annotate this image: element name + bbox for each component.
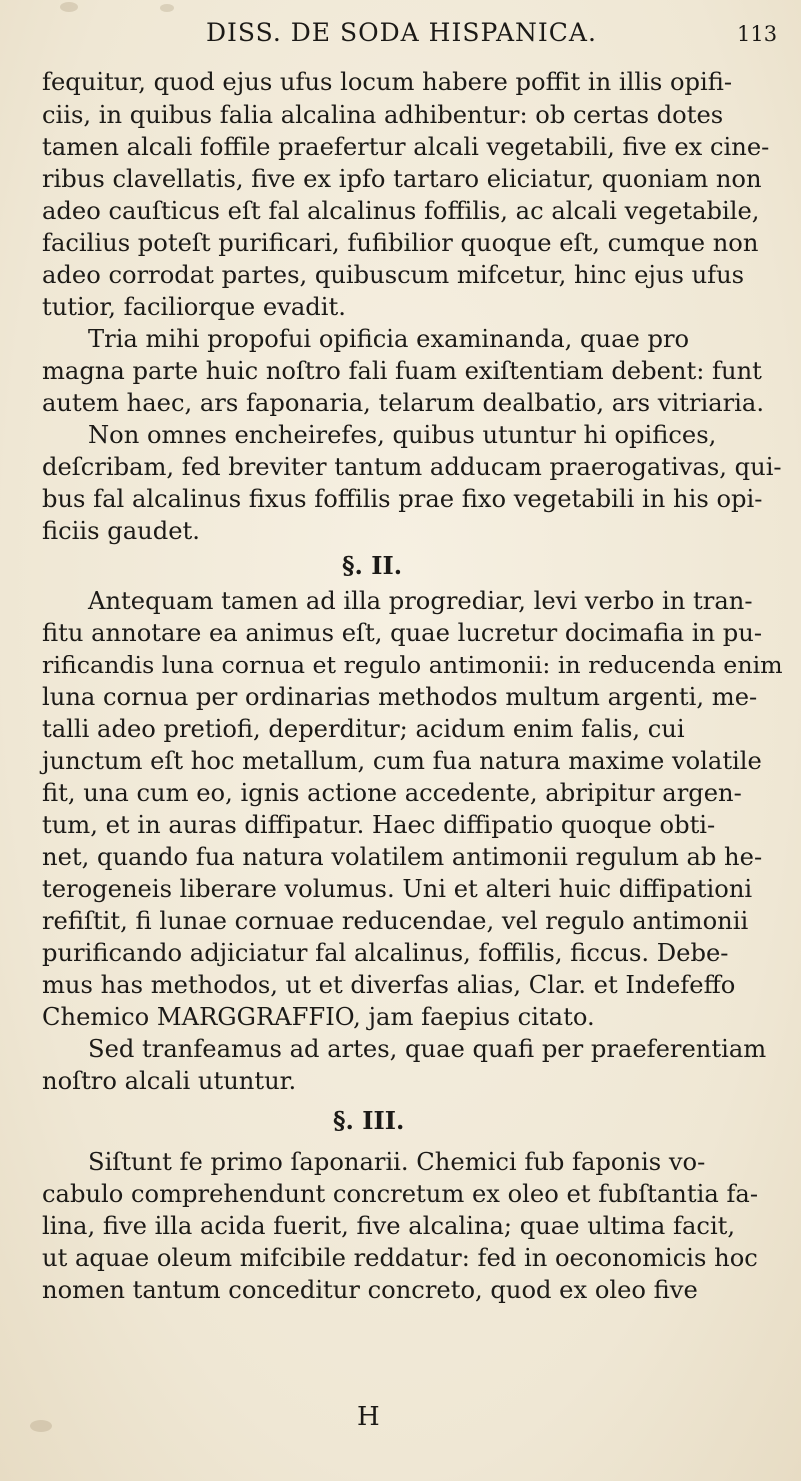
text-line: refiſtit, fi lunae cornuae reducendae, vel regulo antimonii	[42, 907, 749, 935]
text-line: ciis, in quibus falia alcalina adhibentur: ob certas dotes	[42, 101, 724, 129]
text-line: bus fal alcalinus fixus foffilis prae fixo vegetabili in his opi-	[42, 485, 763, 513]
text-line: Sed tranfeamus ad artes, quae quafi per praeferentiam	[88, 1035, 767, 1063]
text-line: fit, una cum eo, ignis actione accedente, abripitur argen-	[42, 779, 742, 807]
text-line: tamen alcali foffile praefertur alcali vegetabili, five ex cine-	[42, 133, 770, 161]
paper-stain	[60, 2, 78, 12]
text-line: tum, et in auras diffipatur. Haec diffipatio quoque obti-	[42, 811, 716, 839]
text-line: Chemico MARGGRAFFIO, jam faepius citato.	[42, 1003, 595, 1031]
text-line: purificando adjiciatur fal alcalinus, foffilis, ficcus. Debe-	[42, 939, 729, 967]
running-title: DISS. DE SODA HISPANICA.	[206, 18, 597, 47]
text-line: terogeneis liberare volumus. Uni et alteri huic diffipationi	[42, 875, 753, 903]
text-line: ut aquae oleum mifcibile reddatur: fed in oeconomicis hoc	[42, 1244, 758, 1272]
page-header	[0, 14, 801, 54]
text-line: luna cornua per ordinarias methodos multum argenti, me-	[42, 683, 758, 711]
text-line: fequitur, quod ejus ufus locum habere poffit in illis opifi-	[42, 68, 733, 96]
catchword: H	[357, 1402, 380, 1432]
section-heading: §. II.	[342, 551, 403, 580]
text-line: nomen tantum conceditur concreto, quod ex oleo five	[42, 1276, 698, 1304]
text-line: junctum eſt hoc metallum, cum fua natura maxime volatile	[42, 747, 762, 775]
paper-stain	[160, 4, 174, 12]
text-line: magna parte huic noſtro fali fuam exiſtentiam debent: funt	[42, 357, 762, 385]
text-line: facilius poteſt purificari, fufibilior quoque eſt, cumque non	[42, 229, 759, 257]
text-line: rificandis luna cornua et regulo antimonii: in reducenda enim	[42, 651, 783, 679]
text-line: Tria mihi propofui opificia examinanda, quae pro	[88, 325, 690, 353]
text-line: ficiis gaudet.	[42, 517, 200, 545]
text-line: Non omnes encheirefes, quibus utuntur hi opifices,	[88, 421, 717, 449]
text-line: lina, five illa acida fuerit, five alcalina; quae ultima facit,	[42, 1212, 736, 1240]
text-line: adeo corrodat partes, quibuscum mifcetur, hinc ejus ufus	[42, 261, 745, 289]
text-line: ribus clavellatis, five ex ipfo tartaro eliciatur, quoniam non	[42, 165, 762, 193]
text-line: deſcribam, fed breviter tantum adducam praerogativas, qui-	[42, 453, 782, 481]
text-line: Siſtunt fe primo ſaponarii. Chemici fub faponis vo-	[88, 1148, 706, 1176]
paper-stain	[30, 1420, 52, 1432]
text-line: net, quando fua natura volatilem antimonii regulum ab he-	[42, 843, 763, 871]
text-line: mus has methodos, ut et diverfas alias, Clar. et Indefeffo	[42, 971, 736, 999]
text-line: cabulo comprehendunt concretum ex oleo et fubſtantia fa-	[42, 1180, 758, 1208]
text-line: adeo cauſticus eſt fal alcalinus foffilis, ac alcali vegetabile,	[42, 197, 760, 225]
text-line: autem haec, ars faponaria, telarum dealbatio, ars vitriaria.	[42, 389, 765, 417]
text-line: fitu annotare ea animus eſt, quae lucretur docimafia in pu-	[42, 619, 763, 647]
text-line: noſtro alcali utuntur.	[42, 1067, 297, 1095]
text-line: Antequam tamen ad illa progrediar, levi verbo in tran-	[88, 587, 753, 615]
section-heading: §. III.	[333, 1106, 405, 1135]
text-line: talli adeo pretiofi, deperditur; acidum enim falis, cui	[42, 715, 685, 743]
page-number: 113	[737, 22, 778, 46]
text-line: tutior, faciliorque evadit.	[42, 293, 346, 321]
